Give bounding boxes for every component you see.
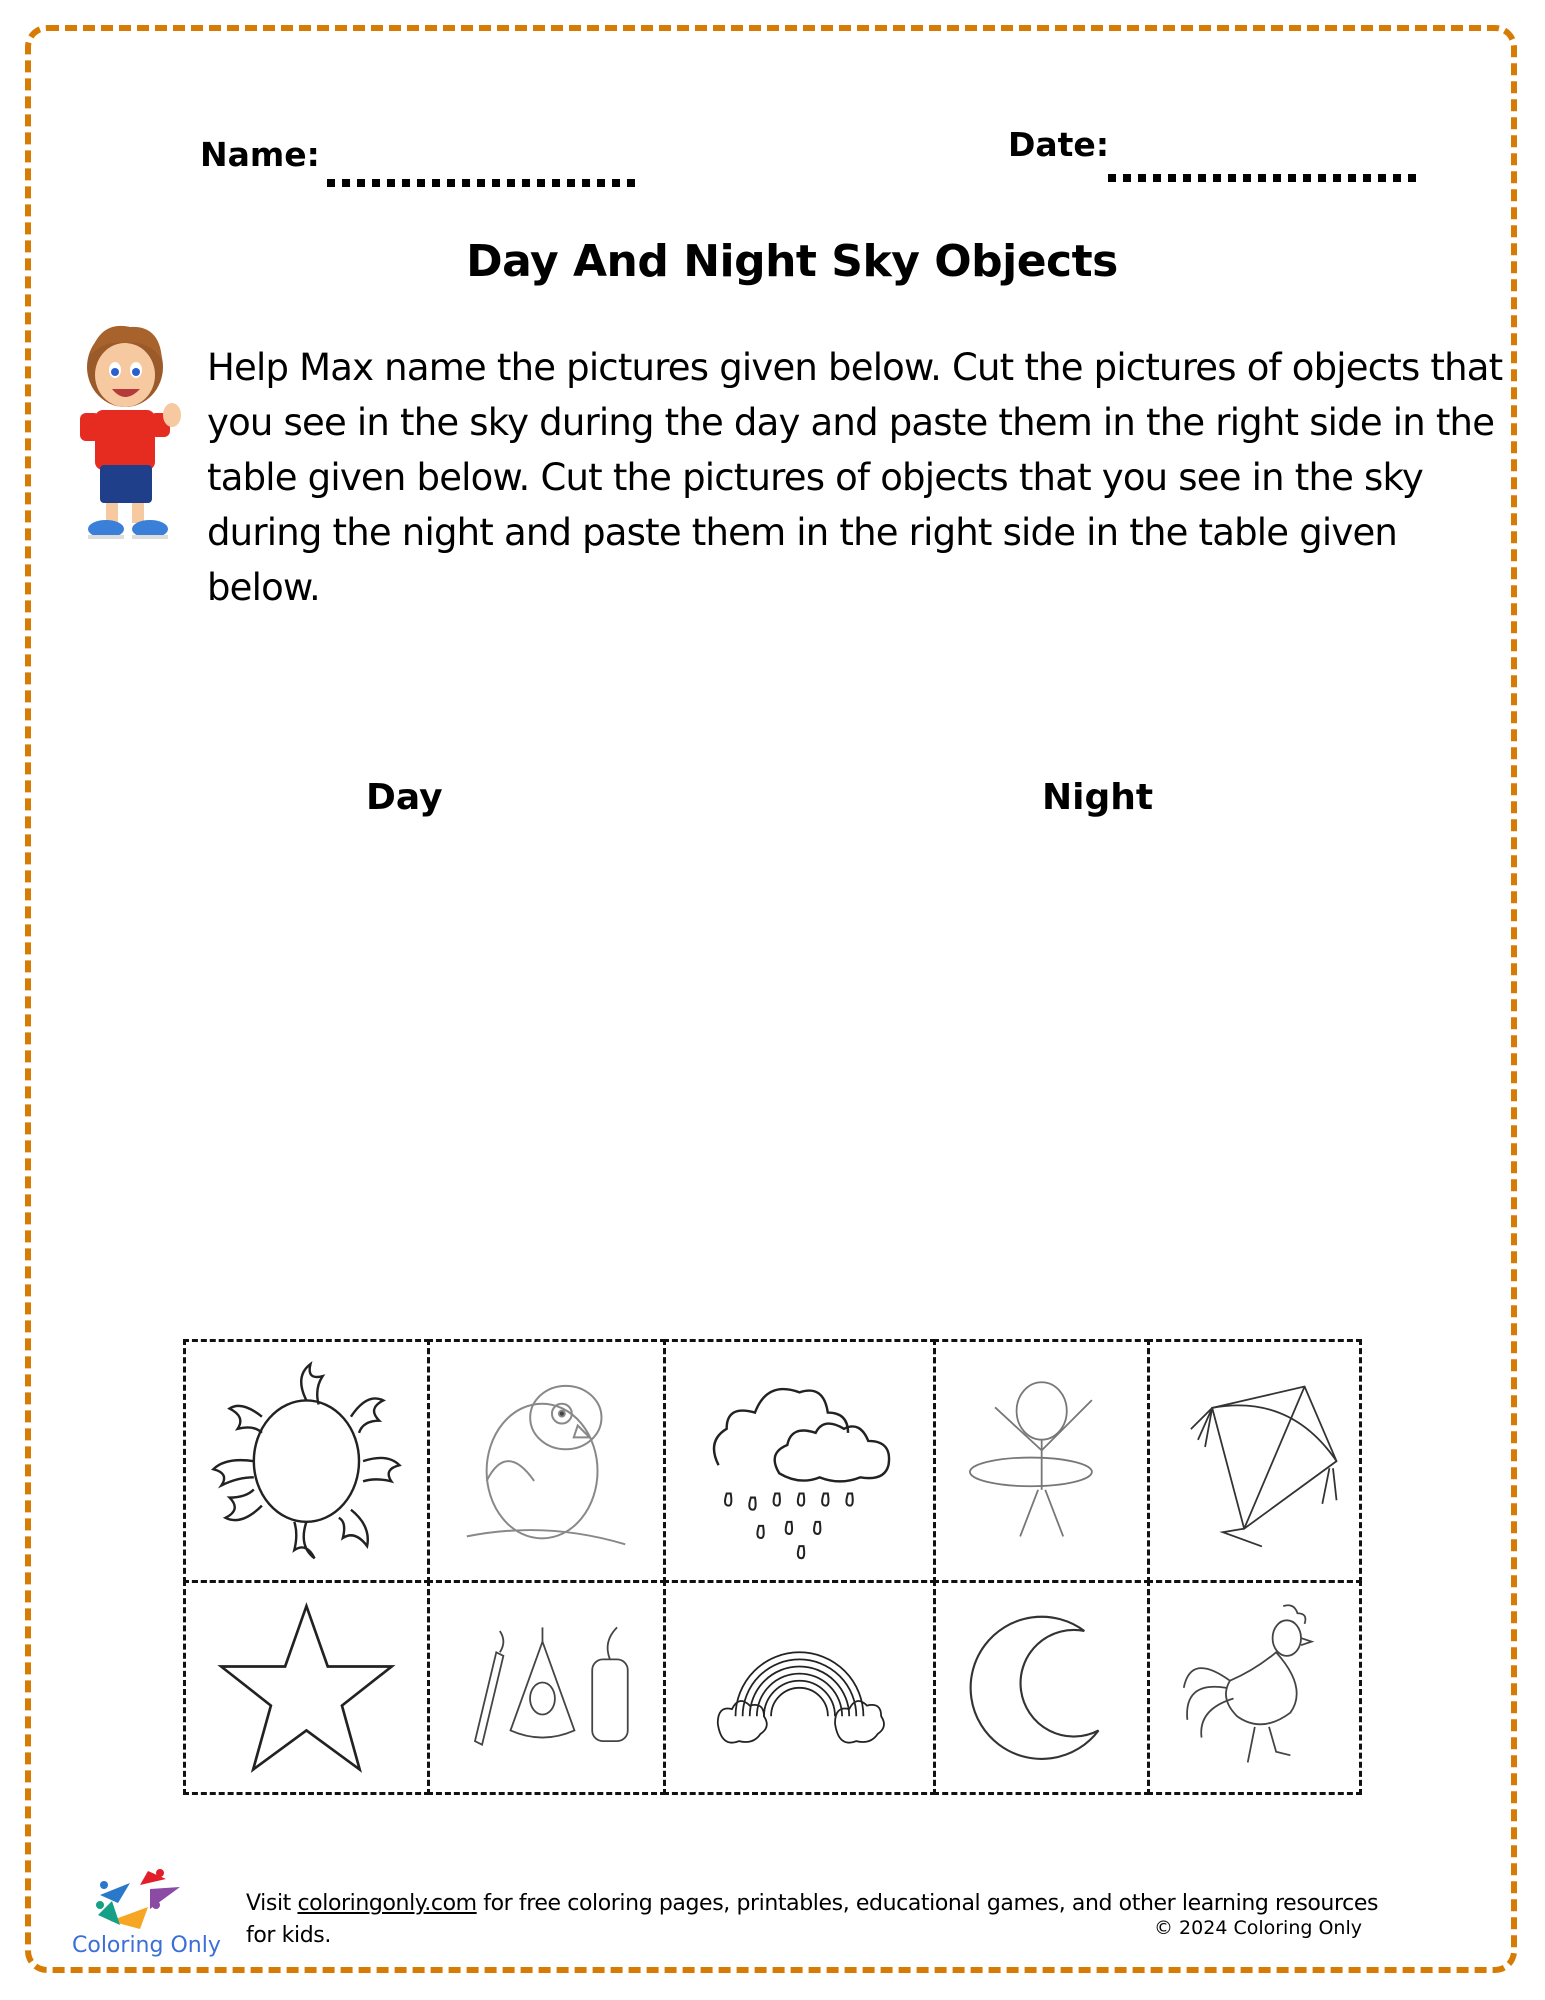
crescent-moon-icon bbox=[952, 1599, 1131, 1777]
cutout-crescent-moon[interactable] bbox=[933, 1580, 1150, 1795]
cutout-rainbow[interactable] bbox=[663, 1580, 936, 1795]
cutout-kite[interactable] bbox=[1147, 1339, 1362, 1583]
date-label: Date: bbox=[1008, 125, 1110, 164]
cutout-star[interactable] bbox=[183, 1580, 430, 1795]
cutout-girl-hula-hoop[interactable] bbox=[933, 1339, 1150, 1583]
sun-icon bbox=[204, 1360, 409, 1562]
rooster-icon bbox=[1166, 1599, 1344, 1777]
rainbow-icon bbox=[686, 1599, 913, 1777]
cutout-owl[interactable] bbox=[427, 1339, 666, 1583]
date-field-line[interactable] bbox=[1108, 174, 1416, 182]
footer-visit-prefix: Visit bbox=[246, 1891, 298, 1916]
copyright-text: © 2024 Coloring Only bbox=[1154, 1917, 1362, 1939]
boy-character-icon bbox=[70, 315, 185, 550]
name-label: Name: bbox=[200, 135, 320, 174]
cutout-rooster[interactable] bbox=[1147, 1580, 1362, 1795]
page-title: Day And Night Sky Objects bbox=[466, 236, 1118, 287]
coloringonly-link[interactable]: coloringonly.com bbox=[297, 1891, 477, 1916]
rain-cloud-icon bbox=[686, 1360, 913, 1562]
kite-icon bbox=[1166, 1360, 1344, 1562]
cutout-rain-cloud[interactable] bbox=[663, 1339, 936, 1583]
star-icon bbox=[204, 1599, 409, 1777]
girl-hula-hoop-icon bbox=[952, 1360, 1131, 1562]
logo-text: Coloring Only bbox=[72, 1933, 221, 1958]
name-field-line[interactable] bbox=[327, 179, 635, 187]
cutout-fireworks[interactable] bbox=[427, 1580, 666, 1795]
owl-icon bbox=[447, 1360, 645, 1562]
footer-visit-suffix: for free coloring pages, printables, educational games, and other learning resources for kids. bbox=[246, 1891, 1379, 1948]
cutout-sun[interactable] bbox=[183, 1339, 430, 1583]
fireworks-icon bbox=[447, 1599, 645, 1777]
instructions-text: Help Max name the pictures given below. Cut the pictures of objects that you see in the sky during the day and paste them in the right side in the table given below. Cut the pictures of objects that you see in the sky during the night and paste them in the right side in the table given below. bbox=[207, 346, 1503, 609]
cutout-picture-grid bbox=[183, 1339, 1362, 1795]
day-column-heading: Day bbox=[366, 777, 443, 818]
night-column-heading: Night bbox=[1042, 777, 1154, 818]
